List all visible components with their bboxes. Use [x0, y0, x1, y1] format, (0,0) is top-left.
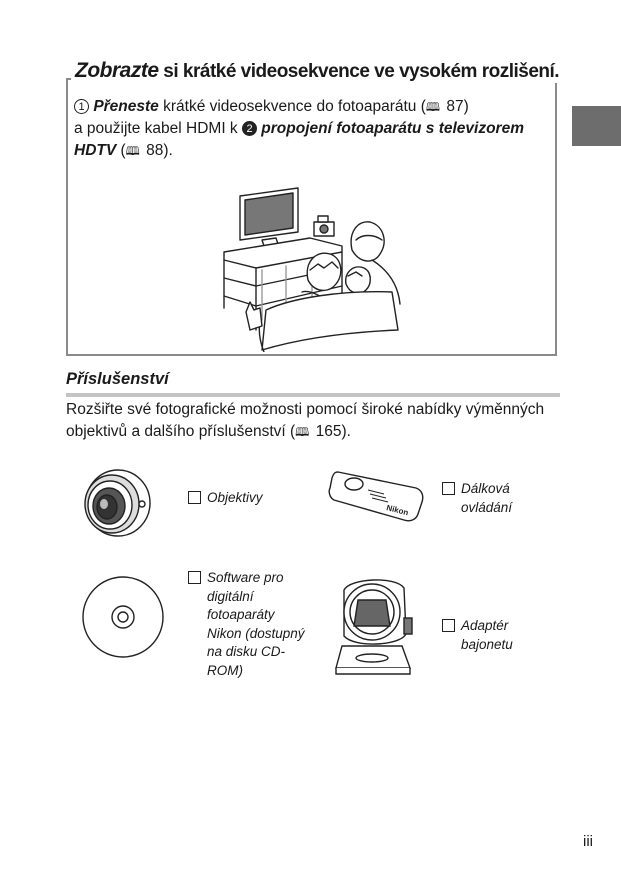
remote-icon: [328, 466, 426, 524]
accessory-label-remotes: Dálková ovládání: [461, 481, 513, 515]
step-2-bold: propojení fotoaparátu s televizorem HDTV: [74, 120, 524, 159]
accessory-item-mount-adapter: [442, 617, 542, 654]
step-2-prefix: a použijte kabel HDMI k: [74, 120, 242, 137]
book-icon: 🕮: [125, 144, 140, 158]
section-divider: [66, 393, 560, 397]
lens-icon: [78, 464, 156, 542]
accessory-item-software: [188, 569, 308, 680]
checkbox-software[interactable]: [188, 571, 201, 584]
accessories-title: Příslušenství: [66, 370, 169, 388]
step-1-bold: Přeneste: [93, 98, 159, 115]
accessories-text-page: 165).: [311, 423, 351, 440]
accessory-label-mount-adapter: Adaptér bajonetu: [461, 618, 513, 652]
checkbox-lenses[interactable]: [188, 491, 201, 504]
step-1-page: 87): [442, 98, 469, 115]
feature-title-rest: si krátké videosekvence ve vysokém rozlišení.: [158, 61, 560, 82]
step-1-badge: 1: [74, 99, 89, 114]
feature-text: 1 Přeneste krátké videosekvence do fotoaparátu (🕮 87) a použijte kabel HDMI k 2 propojení fotoaparátu s televizorem HDTV (🕮 88).: [74, 96, 554, 162]
accessory-label-lenses: Objektivy: [207, 490, 263, 505]
accessories-text: [66, 399, 546, 443]
family-watching-tv-illustration: [222, 180, 404, 352]
mount-adapter-icon: [330, 572, 418, 680]
accessory-item-remotes: [442, 480, 532, 517]
chapter-tab: [572, 106, 621, 146]
page-number: iii: [583, 833, 593, 850]
accessory-item-lenses: [188, 489, 308, 508]
feature-title: [71, 59, 565, 83]
svg-text:Nikon: Nikon: [385, 503, 410, 518]
accessories-text-body: Rozšiřte své fotografické možnosti pomocí široké nabídky výměnných objektivů a dalšího příslušenství (: [66, 401, 545, 440]
step-2-page: 88).: [141, 142, 173, 159]
step-1-text: krátké videosekvence do fotoaparátu (: [158, 98, 426, 115]
checkbox-remotes[interactable]: [442, 482, 455, 495]
step-2-badge: 2: [242, 121, 257, 136]
accessory-label-software: Software pro digitální fotoaparáty Nikon (dostupný na disku CD-ROM): [207, 570, 305, 678]
checkbox-mount-adapter[interactable]: [442, 619, 455, 632]
feature-title-lead: Zobrazte: [75, 59, 159, 82]
book-icon: 🕮: [295, 425, 310, 439]
book-icon: 🕮: [425, 100, 441, 114]
cd-icon: [80, 574, 166, 660]
